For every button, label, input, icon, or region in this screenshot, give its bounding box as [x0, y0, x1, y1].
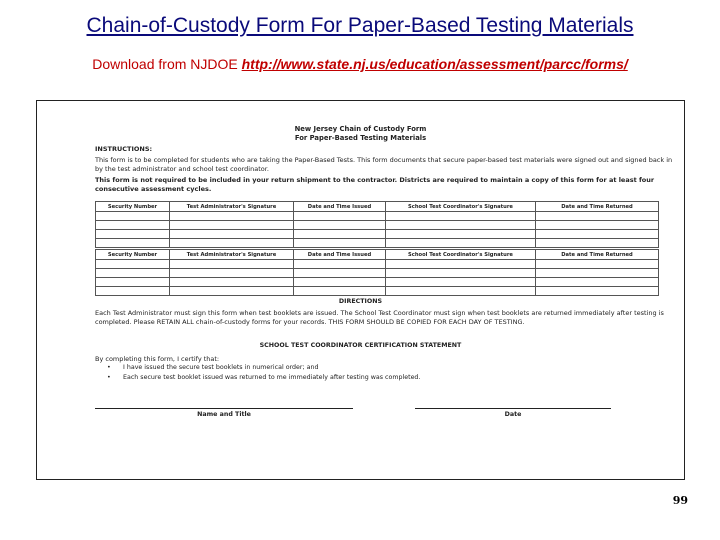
bullet-text-1: I have issued the secure test booklets in numerical order; and	[123, 364, 319, 371]
blank-cell[interactable]	[170, 239, 294, 248]
table-header-cell: Date and Time Issued	[294, 202, 386, 212]
blank-cell[interactable]	[386, 260, 536, 269]
blank-cell[interactable]	[386, 239, 536, 248]
blank-cell[interactable]	[96, 287, 170, 296]
form-image	[36, 100, 685, 480]
table-row	[96, 278, 659, 287]
table-header-cell: Test Administrator's Signature	[170, 250, 294, 260]
list-item: • I have issued the secure test booklets in numerical order; and	[107, 364, 319, 371]
name-title-label: Name and Title	[197, 411, 251, 418]
table-header-cell: School Test Coordinator's Signature	[386, 250, 536, 260]
blank-cell[interactable]	[170, 260, 294, 269]
blank-cell[interactable]	[170, 221, 294, 230]
instructions-paragraph-2: This form is not required to be included in your return shipment to the contractor. Districts are required to maintain a copy of this form for at least four consecutive assessment cycles.	[95, 176, 655, 194]
blank-cell[interactable]	[96, 212, 170, 221]
blank-cell[interactable]	[170, 212, 294, 221]
instructions-paragraph-1: This form is to be completed for students who are taking the Paper-Based Tests. This form documents that secure paper-based test materials were signed out and signed back in by the test administrator and school test coordinator.	[95, 156, 673, 174]
instructions-heading: INSTRUCTIONS:	[95, 145, 153, 153]
name-signature-line[interactable]	[95, 408, 353, 409]
certify-intro: By completing this form, I certify that:	[95, 355, 220, 363]
page-number: 99	[672, 494, 688, 507]
table-header-cell: Date and Time Issued	[294, 250, 386, 260]
blank-cell[interactable]	[536, 239, 659, 248]
blank-cell[interactable]	[294, 221, 386, 230]
table-header-cell: Security Number	[96, 250, 170, 260]
blank-cell[interactable]	[386, 221, 536, 230]
table-header-cell: Date and Time Returned	[536, 202, 659, 212]
blank-cell[interactable]	[96, 269, 170, 278]
subtitle	[0, 56, 720, 72]
table-row	[96, 212, 659, 221]
custody-table-1	[95, 201, 659, 248]
blank-cell[interactable]	[170, 230, 294, 239]
blank-cell[interactable]	[96, 239, 170, 248]
custody-table-2	[95, 249, 659, 296]
blank-cell[interactable]	[294, 230, 386, 239]
blank-cell[interactable]	[386, 212, 536, 221]
date-signature-line[interactable]	[415, 408, 611, 409]
table-header-row	[96, 202, 659, 212]
date-label: Date	[504, 411, 522, 418]
blank-cell[interactable]	[294, 269, 386, 278]
blank-cell[interactable]	[294, 212, 386, 221]
blank-cell[interactable]	[96, 221, 170, 230]
subtitle-prefix: Download from NJDOE	[92, 56, 242, 72]
blank-cell[interactable]	[536, 287, 659, 296]
blank-cell[interactable]	[536, 260, 659, 269]
download-link[interactable]: http://www.state.nj.us/education/assessment/parcc/forms/	[241, 56, 628, 72]
blank-cell[interactable]	[536, 212, 659, 221]
certification-heading: SCHOOL TEST COORDINATOR CERTIFICATION STATEMENT	[259, 342, 462, 349]
blank-cell[interactable]	[294, 278, 386, 287]
table-header-row	[96, 250, 659, 260]
table-row	[96, 287, 659, 296]
blank-cell[interactable]	[170, 287, 294, 296]
certify-bullets	[107, 363, 420, 383]
blank-cell[interactable]	[386, 287, 536, 296]
slide-title: Chain-of-Custody Form For Paper-Based Testing Materials	[86, 14, 634, 37]
blank-cell[interactable]	[294, 239, 386, 248]
table-row	[96, 239, 659, 248]
form-title-line1: New Jersey Chain of Custody Form	[294, 125, 427, 133]
blank-cell[interactable]	[386, 278, 536, 287]
list-item: • Each secure test booklet issued was returned to me immediately after testing was completed.	[107, 374, 421, 381]
table-row	[96, 269, 659, 278]
blank-cell[interactable]	[386, 230, 536, 239]
blank-cell[interactable]	[96, 230, 170, 239]
blank-cell[interactable]	[536, 230, 659, 239]
table-row	[96, 260, 659, 269]
blank-cell[interactable]	[536, 221, 659, 230]
table-header-cell: School Test Coordinator's Signature	[386, 202, 536, 212]
blank-cell[interactable]	[96, 278, 170, 287]
form-title-line2: For Paper-Based Testing Materials	[294, 134, 427, 142]
directions-text: Each Test Administrator must sign this form when test booklets are issued. The School Test Coordinator must sign when test booklets are returned immediately after testing is completed. Please RETAIN ALL chain-of-custody forms for your records. THIS FORM SHOULD BE COPIED FOR EACH DAY OF TESTING.	[95, 309, 664, 327]
blank-cell[interactable]	[294, 260, 386, 269]
table-header-cell: Date and Time Returned	[536, 250, 659, 260]
table-row	[96, 221, 659, 230]
blank-cell[interactable]	[536, 278, 659, 287]
table-header-cell: Test Administrator's Signature	[170, 202, 294, 212]
blank-cell[interactable]	[386, 269, 536, 278]
table-row	[96, 230, 659, 239]
blank-cell[interactable]	[96, 260, 170, 269]
blank-cell[interactable]	[170, 278, 294, 287]
blank-cell[interactable]	[294, 287, 386, 296]
directions-heading: DIRECTIONS	[338, 298, 383, 305]
table-header-cell: Security Number	[96, 202, 170, 212]
blank-cell[interactable]	[170, 269, 294, 278]
bullet-text-2: Each secure test booklet issued was returned to me immediately after testing was completed.	[123, 374, 421, 381]
blank-cell[interactable]	[536, 269, 659, 278]
